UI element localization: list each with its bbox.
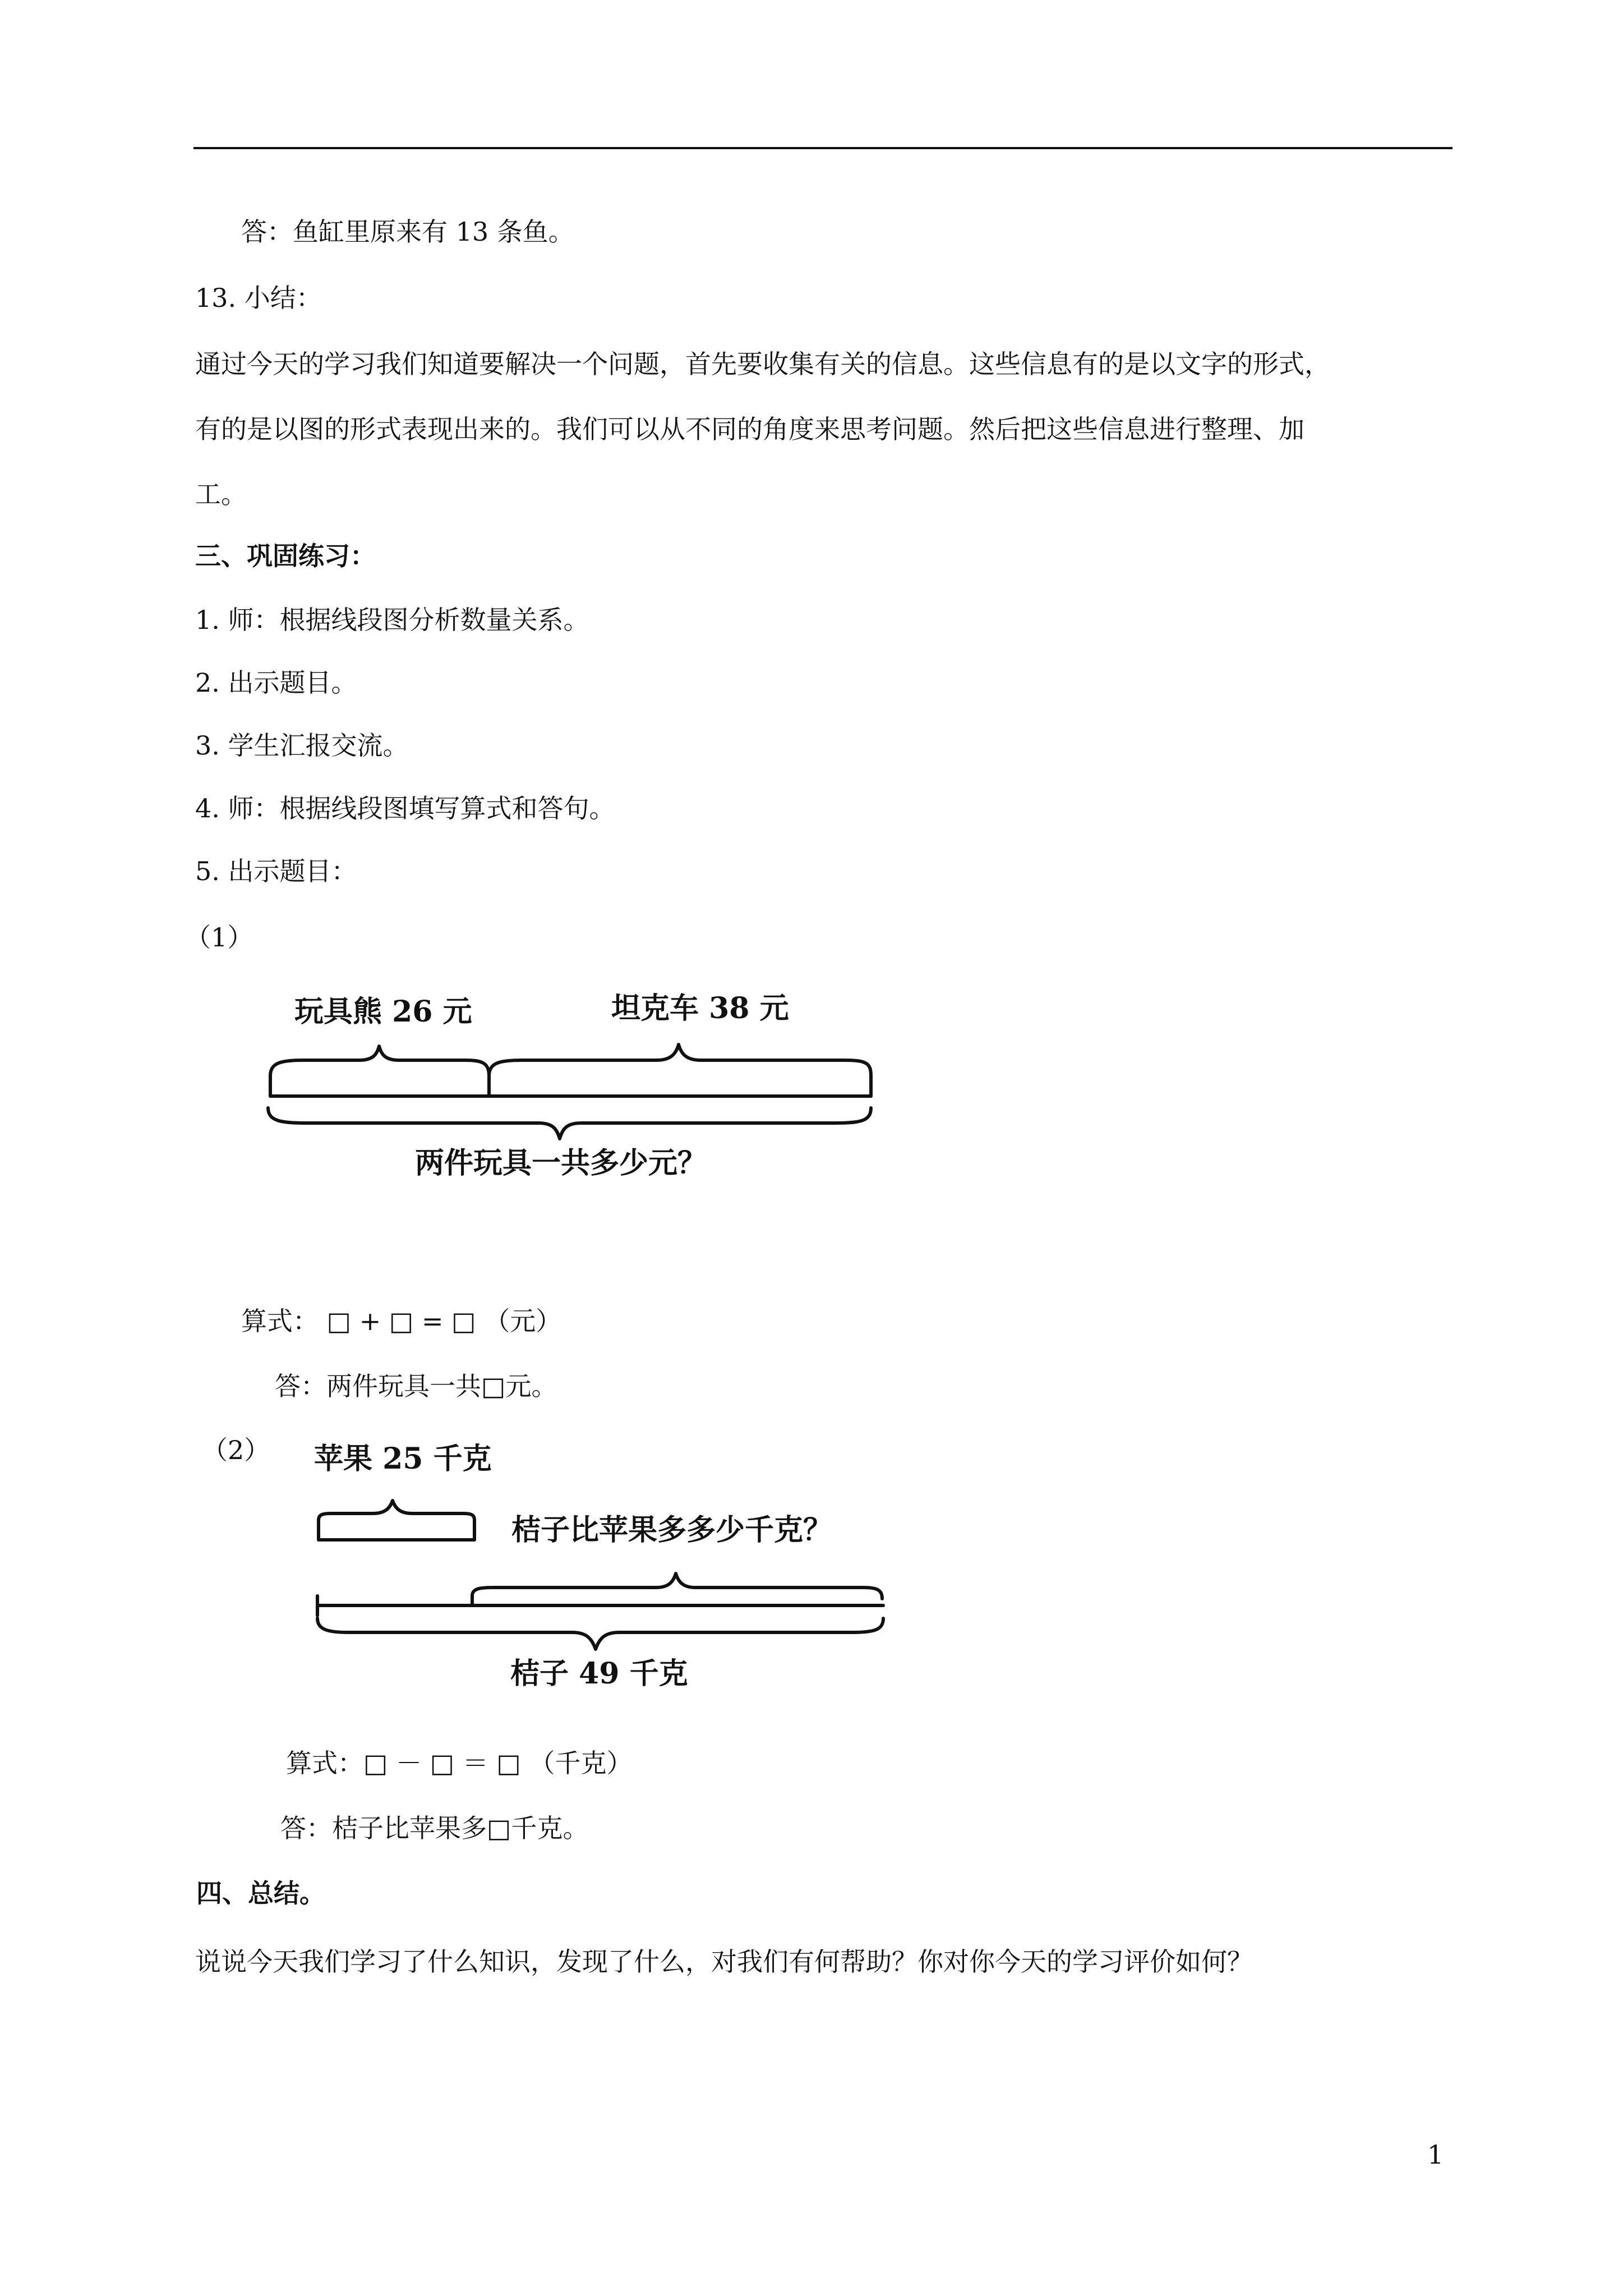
practice-item: 3. 学生汇报交流。: [195, 730, 409, 761]
conclusion-text: 说说今天我们学习了什么知识，发现了什么，对我们有何帮助？你对你今天的学习评价如何？: [195, 1947, 1253, 1977]
summary-line-1: 通过今天的学习我们知道要解决一个问题，首先要收集有关的信息。这些信息有的是以文字的形式，: [195, 349, 1330, 379]
summary-line-2: 有的是以图的形式表现出来的。我们可以从不同的角度来思考问题。然后把这些信息进行整理、加: [195, 414, 1304, 444]
practice-item: 5. 出示题目：: [195, 856, 357, 886]
answer-fish: 答：鱼缸里原来有 13 条鱼。: [241, 217, 574, 247]
problem1-label: （1）: [185, 922, 253, 953]
problem2-diff-label: 桔子比苹果多多少千克？: [511, 1513, 833, 1547]
practice-item: 4. 师：根据线段图填写算式和答句。: [195, 793, 615, 823]
problem2-apple-label: 苹果 25 千克: [314, 1442, 492, 1476]
problem1-diagram: [268, 1045, 871, 1139]
problem2-answer: 答：桔子比苹果多□千克。: [280, 1813, 589, 1843]
brace-difference: [472, 1573, 882, 1605]
problem2-label: （2）: [202, 1435, 270, 1465]
brace-toy-bear: [270, 1046, 489, 1076]
problem2-total-label: 桔子 49 千克: [510, 1657, 688, 1691]
conclusion-heading: 四、总结。: [196, 1878, 325, 1908]
apple-bar-with-brace: [319, 1501, 474, 1540]
problem1-answer: 答：两件玩具一共□元。: [275, 1371, 557, 1401]
practice-heading: 三、巩固练习：: [195, 541, 376, 571]
practice-item: 1. 师：根据线段图分析数量关系。: [195, 605, 589, 635]
brace-total: [268, 1108, 871, 1139]
problem2-formula: 算式：□ － □ ＝ □ （千克）: [286, 1748, 633, 1778]
problem1-seg2-label: 坦克车 38 元: [611, 991, 789, 1025]
problem1-formula: 算式： □ + □ = □ （元）: [241, 1306, 562, 1336]
summary-heading: 13. 小结：: [195, 283, 322, 313]
brace-orange-total: [317, 1618, 883, 1649]
practice-item: 2. 出示题目。: [195, 668, 357, 698]
page-number: 1: [1427, 2139, 1444, 2170]
brace-tank: [489, 1045, 871, 1076]
problem1-total-label: 两件玩具一共多少元？: [415, 1146, 707, 1180]
summary-line-3: 工。: [195, 479, 247, 509]
problem1-seg1-label: 玩具熊 26 元: [294, 995, 472, 1029]
